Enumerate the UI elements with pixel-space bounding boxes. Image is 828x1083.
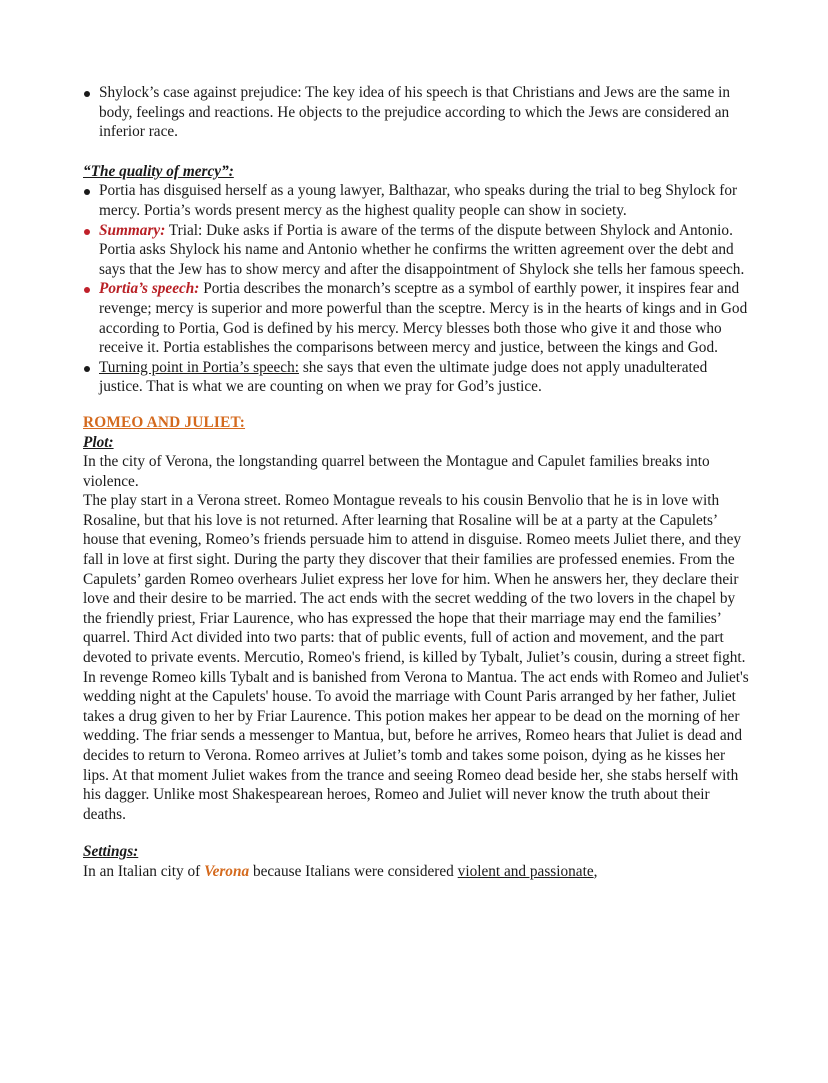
- speech-text: Portia describes the monarch’s sceptre as a symbol of earthly power, it inspires fear and revenge; mercy is superior and more powerful than the sceptre. Mercy is in the hearts of kings and in God according to Portia, God is defined by his mercy. Mercy blesses both those who give it and those who receive it. Portia establishes the comparisons between mercy and justice, between the kings and God.: [99, 280, 748, 357]
- shylock-bullet: [83, 83, 753, 142]
- settings-post: ,: [593, 862, 598, 880]
- settings-pre: In an Italian city of: [83, 862, 205, 880]
- mercy-heading-text: “The quality of mercy”:: [83, 162, 234, 180]
- settings-mid: because Italians were considered: [249, 862, 458, 880]
- document-page: [83, 83, 753, 882]
- plot-heading-text: Plot:: [83, 433, 114, 451]
- summary-text: Trial: Duke asks if Portia is aware of the terms of the dispute between Shylock and Antonio. Portia asks Shylock his name and Antonio whether he confirms the written agreement over the debt and says that the Jew has to show mercy and after the disappointment of Shylock she tells her famous speech.: [99, 221, 745, 278]
- turning-label: Turning point in Portia’s speech:: [99, 358, 299, 376]
- mercy-bullet-speech: [83, 279, 753, 357]
- settings-city: Verona: [204, 862, 250, 880]
- plot-paragraph-2: The play start in a Verona street. Romeo Montague reveals to his cousin Benvolio that he is in love with Rosaline, but that his love is not returned. After learning that Rosaline will be at a party at the Capulets’ house that evening, Romeo’s friends persuade him to attend in disguise. Romeo meets Juliet there, and they fall in love at first sight. During the party they discover that their families are professed enemies. From the Capulets’ garden Romeo overhears Juliet express her love for him. When he answers her, they declare their love and their desire to be married. The act ends with the secret wedding of the two lovers in the chapel by the friendly priest, Friar Laurence, who has expressed the hope that their marriage may end the families’ quarrel. Third Act divided into two parts: that of public events, full of action and movement, and the part devoted to private events. Mercutio, Romeo's friend, is killed by Tybalt, Juliet’s cousin, during a street fight. In revenge Romeo kills Tybalt and is banished from Verona to Mantua. The act ends with Romeo and Juliet's wedding night at the Capulets' house. To avoid the marriage with Count Paris arranged by her father, Juliet takes a drug given to her by Friar Laurence. This potion makes her appear to be dead on the morning of her wedding. The friar sends a messenger to Mantua, but, before he arrives, Romeo hears that Juliet is dead and decides to return to Verona. Romeo arrives at Juliet’s tomb and takes some poison, dying as he kisses her lips. At that moment Juliet wakes from the trance and seeing Romeo dead beside her, she stabs herself with his dagger. Unlike most Shakespearean heroes, Romeo and Juliet will never know the truth about their deaths.: [83, 492, 749, 823]
- romeo-title-text: ROMEO AND JULIET:: [83, 413, 246, 431]
- mercy-bullet-disguise-text: Portia has disguised herself as a young lawyer, Balthazar, who speaks during the trial to beg Shylock for mercy. Portia’s words present mercy as the highest quality people can show in society.: [99, 182, 738, 219]
- plot-heading: [83, 433, 753, 453]
- settings-underlined: violent and passionate: [457, 862, 594, 880]
- shylock-list: [83, 83, 753, 142]
- turning-text: she says that even the ultimate judge does not apply unadulterated justice. That is what we are counting on when we pray for God’s justice.: [99, 358, 708, 396]
- mercy-heading: [83, 162, 753, 182]
- settings-paragraph: [83, 862, 753, 882]
- speech-label: Portia’s speech:: [99, 280, 200, 298]
- romeo-title: [83, 413, 753, 433]
- plot-paragraph-1: In the city of Verona, the longstanding quarrel between the Montague and Capulet families breaks into violence.: [83, 453, 710, 490]
- mercy-bullet-turning-point: [83, 358, 753, 397]
- settings-heading: [83, 842, 753, 862]
- mercy-list: [83, 181, 753, 397]
- mercy-bullet-summary: [83, 221, 753, 280]
- mercy-bullet-disguise: [83, 181, 753, 220]
- shylock-bullet-text: Shylock’s case against prejudice: The key idea of his speech is that Christians and Jews are the same in body, feelings and reactions. He objects to the prejudice according to which the Jews are considered an inferior race.: [99, 84, 730, 141]
- summary-label: Summary:: [99, 221, 166, 239]
- settings-heading-text: Settings:: [83, 843, 139, 861]
